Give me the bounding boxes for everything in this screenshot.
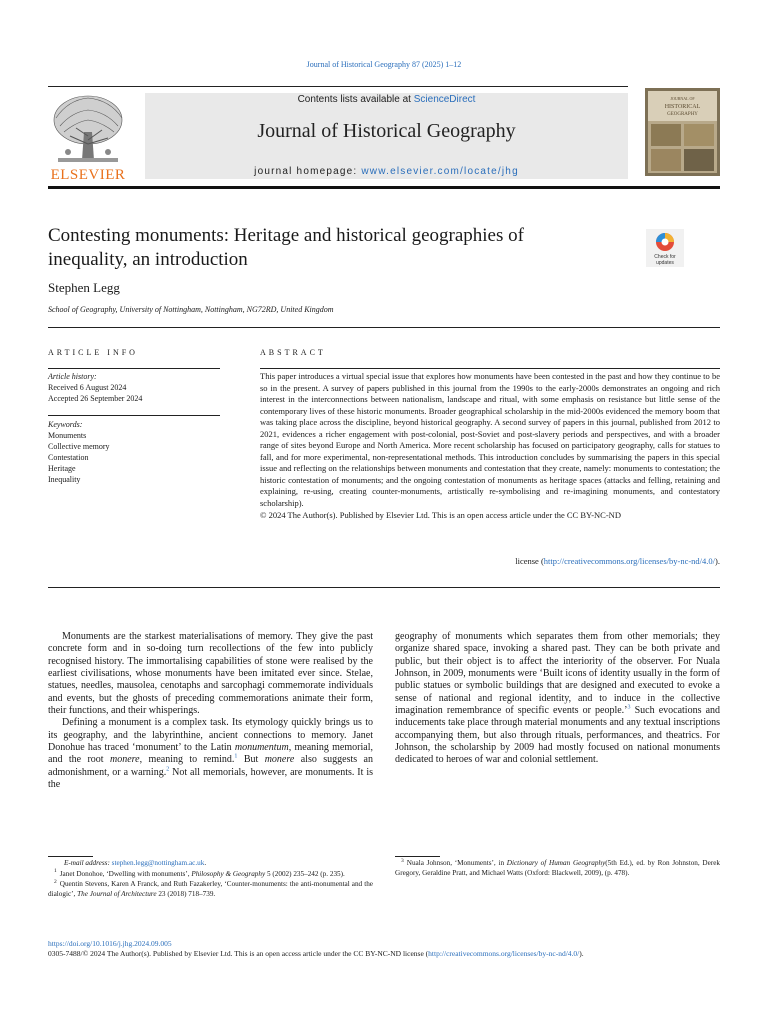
journal-title: Journal of Historical Geography [257, 120, 516, 142]
footnote-number: 1 [54, 868, 57, 875]
article-info-rule [48, 368, 220, 369]
body-paragraph [48, 717, 373, 791]
footnote-number: 3 [401, 857, 404, 864]
body-text: Not all memorials, however, are monuments. It is the [48, 766, 373, 791]
homepage-line [145, 166, 628, 177]
footnote-italic: Dictionary of Human Geography [506, 859, 606, 867]
article-history [48, 371, 220, 404]
issn-text: 0305-7488/© 2024 The Author(s). Published by Elsevier Ltd. This is an open access article under the CC BY-NC-ND license ( [48, 949, 429, 958]
abstract-copyright: © 2024 The Author(s). Published by Elsevier Ltd. This is an open access article under the CC BY-NC-ND [260, 509, 621, 520]
footnote-3 [395, 859, 720, 878]
body-italic: monere [110, 754, 140, 766]
footnote-rule-right [395, 856, 440, 857]
footnote-text: (5th Ed.), ed. by Ron Johnston, Derek Gregory, Geraldine Pratt, and Michael Watts (Oxford: Blackwell, 2009), (p. 478). [395, 859, 720, 877]
footnote-text: 5 (2002) 235–242 (p. 235). [265, 869, 345, 878]
keyword-item[interactable]: Monuments [48, 431, 87, 440]
check-for-updates-line-2: updates [656, 260, 674, 266]
email-footnote: E-mail address: stephen.legg@nottingham.ac.uk. [64, 859, 207, 867]
body-text: But [237, 754, 265, 766]
footnote-ref[interactable]: 1 [234, 754, 238, 761]
footer-license-link[interactable]: http://creativecommons.org/licenses/by-nc-nd/4.0/ [428, 949, 580, 958]
article-history-label: Article history: [48, 372, 97, 381]
footnote-2 [48, 880, 373, 899]
license-word: license [515, 556, 539, 566]
body-text: Defining a monument is a complex task. Its etymology quickly brings us to its geography, and the labyrinthine, ancient connections to memory. Janet Donohue has traced ‘monument’ to the Latin [48, 717, 373, 754]
footnote-italic: The Journal of Architecture [77, 890, 157, 899]
footnote-1 [48, 870, 373, 880]
license-link[interactable]: http://creativecommons.org/licenses/by-nc-nd/4.0/ [543, 556, 716, 566]
abstract-bottom-rule [48, 587, 720, 588]
body-column-right [395, 631, 720, 767]
keywords-block [48, 419, 220, 485]
contents-line [145, 94, 628, 105]
body-italic: monumentum [234, 742, 289, 754]
email-label: E-mail address: [64, 859, 112, 867]
footnote-text: Nuala Johnson, ‘Monuments’, in [406, 859, 507, 867]
footnotes-left [48, 859, 373, 901]
publisher-name: ELSEVIER [50, 167, 126, 183]
header-thick-rule [48, 186, 720, 189]
keyword-item[interactable]: Heritage [48, 464, 76, 473]
footnote-ref[interactable]: 3 [627, 704, 631, 711]
sciencedirect-link[interactable]: ScienceDirect [413, 94, 476, 105]
cover-title-line-1: JOURNAL OF [670, 96, 695, 101]
body-text: , meaning to remind. [139, 754, 235, 766]
body-column-left [48, 631, 373, 791]
homepage-prefix: journal homepage: [254, 166, 362, 177]
article-title: Contesting monuments: Heritage and historical geographies of inequality, an introduction [48, 225, 524, 270]
body-paragraph: Monuments are the starkest materialisations of memory. They give the past concrete form and in so-doing turn recollections of the few into publicly recognised history. The immortalising capabilities of stone were realised by the earliest civilisations, whose monuments have been imitated ever since. Stelae, statues, needles, mausolea, cenotaphs and sarcophagi commemorate individuals and events, but the ghosts of preceding commemorations animate their form, their functions, and their whisperings. [48, 631, 373, 717]
abstract-heading: ABSTRACT [260, 348, 326, 357]
email-link[interactable]: stephen.legg@nottingham.ac.uk [111, 859, 205, 867]
body-text: , meaning memorial, and the root [48, 742, 373, 766]
article-info-heading: ARTICLE INFO [48, 348, 138, 357]
author-name[interactable]: Stephen Legg [48, 280, 120, 295]
author-affiliation: School of Geography, University of Nottingham, Nottingham, NG72RD, United Kingdom [48, 305, 334, 314]
abstract-rule [260, 368, 720, 369]
contents-prefix: Contents lists available at [297, 94, 414, 105]
abstract-body: This paper introduces a virtual special issue that explores how monuments have been contested in the past and how they continue to be so in the present. A survey of papers published in this journal from the 1990s to the early-2000s demonstrates an ongoing and rich interest in the interconnections between nationalism, landscape and ritual, with some emphasis on resistance but little sense of the contemporary lives of these historic monuments. Broader geographical scholarship in the mid-2000s evidenced the memory boom that was taking place across the discipline, beyond historical geography. A second survey of papers in this journal, published from 2012 to 2021, evidences a richer engagement with post-colonial, post-Soviet and post-slavery periods and perspectives, and with a broader range of sites beyond Europe and North America. More recent scholarship has focused on participatory geography, calls for statues to fall, and for more experimental, non-representational methods. This introduction concludes by summarising the papers in this special issue and reflecting on the relationships between monuments and contestation that they create, namely: monuments to contestation; the historic contestation of monuments; and the ongoing contestation of monuments as heritage spaces (attacks and felling, retaining and explaining, re-using, creating counter-monuments, artistically re-symbolising and re-imagining monuments, and contestatory scholarship). [260, 371, 720, 509]
keyword-item[interactable]: Collective memory [48, 442, 110, 451]
body-italic: monere [264, 754, 295, 766]
body-text: also suggests an admonishment, or a warning. [48, 754, 373, 778]
body-text: geography of monuments which separates them from other memorials; they organize shared space, invoking a shared past. They can be both private and public, but their object is to affect the interiority of the observer. For Nuala Johnson, in 2009, monuments were ‘Built icons of identity usually in the form of public statues or symbolic buildings that are designed and executed to evoke a sense of national and regional identity, and to induce in the collective imagination remembrance of specific events or people.’ [395, 631, 720, 717]
check-for-updates-line-1: Check for [654, 254, 676, 260]
doi-link[interactable]: https://doi.org/10.1016/j.jhg.2024.09.005 [48, 939, 172, 948]
cover-title-line-3: GEOGRAPHY [667, 112, 698, 117]
received-date: Received 6 August 2024 [48, 383, 127, 392]
keywords-label: Keywords: [48, 420, 83, 429]
journal-cover-image[interactable] [645, 88, 720, 176]
footnote-text: Janet Donohoe, ‘Dwelling with monuments’, [59, 869, 192, 878]
journal-reference-link[interactable]: Journal of Historical Geography 87 (2025) 1–12 [306, 60, 462, 69]
footnote-number: 2 [54, 879, 57, 886]
keyword-item[interactable]: Inequality [48, 475, 81, 484]
abstract-text [260, 371, 720, 521]
footnote-ref[interactable]: 2 [166, 766, 170, 773]
body-paragraph [395, 631, 720, 767]
footnote-text: 23 (2018) 718–739. [156, 890, 216, 899]
keyword-item[interactable]: Contestation [48, 453, 89, 462]
footnotes-right [395, 859, 720, 879]
body-text: Such evocations and inducements take place through material monuments and any textual inscriptions accompanying them, but also through rituals, performances, and theatrics. For Johnson, the scholarship by 2009 had mostly focused on national monuments dedicated to heroes of war and colonial settlement. [395, 705, 721, 766]
homepage-link[interactable]: www.elsevier.com/locate/jhg [361, 166, 519, 177]
footnote-rule-left [48, 856, 93, 857]
footnote-text: Quentin Stevens, Karen A Franck, and Ruth Fazakerley, ‘Counter-monuments: the anti-monumental and the dialogic’, [48, 880, 373, 899]
title-rule [48, 327, 720, 328]
accepted-date: Accepted 26 September 2024 [48, 394, 143, 403]
issn-license-line [48, 949, 728, 958]
keywords-rule [48, 415, 220, 416]
issn-close: ). [579, 949, 584, 958]
header-rule [48, 86, 628, 87]
abstract-license-line: license (http://creativecommons.org/licenses/by-nc-nd/4.0/). [515, 556, 720, 566]
cover-title-line-2: HISTORICAL [664, 104, 701, 110]
check-for-updates-label[interactable] [646, 254, 684, 266]
footnote-italic: Philosophy & Geography [191, 869, 266, 878]
